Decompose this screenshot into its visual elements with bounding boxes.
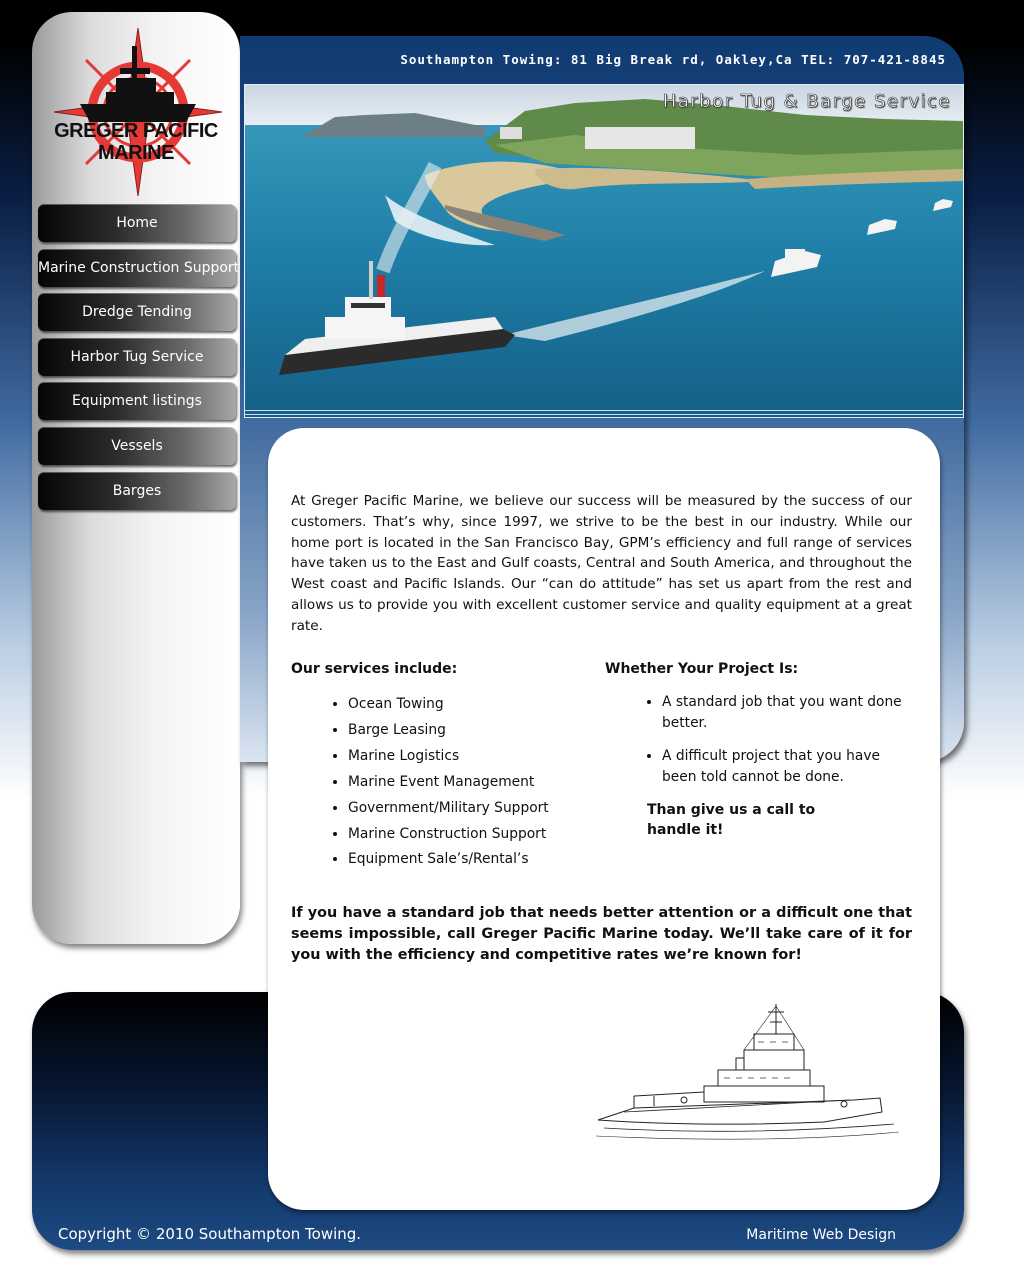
project-list (662, 692, 902, 788)
nav-marine-construction-button[interactable]: Marine Construction Support (38, 249, 236, 287)
tugboat-drawing (594, 1000, 904, 1150)
hero-caption: Harbor Tug & Barge Service (662, 91, 951, 112)
list-item: • Equipment Sale’s/Rental’s (348, 847, 591, 873)
hero-image (244, 84, 964, 418)
list-item: • Ocean Towing (348, 692, 591, 718)
copyright-text: Copyright © 2010 Southampton Towing. (58, 1225, 362, 1243)
services-section (291, 661, 591, 873)
services-list (348, 692, 591, 873)
sidebar (32, 12, 240, 944)
list-item: • A standard job that you want done better. (662, 692, 902, 734)
list-item: • Marine Logistics (348, 744, 591, 770)
nav-barges-button[interactable]: Barges (38, 472, 236, 510)
project-heading: Whether Your Project Is: (605, 661, 799, 677)
web-designer-link[interactable]: Maritime Web Design (746, 1227, 896, 1243)
nav-dredge-tending-button[interactable]: Dredge Tending (38, 293, 236, 331)
nav-harbor-tug-button[interactable]: Harbor Tug Service (38, 338, 236, 376)
harbor-photo-illustration (245, 85, 964, 418)
logo-text-line1: GREGER PACIFIC (54, 120, 218, 142)
contact-address: Southampton Towing: 81 Big Break rd, Oakley,Ca TEL: 707-421-8845 (400, 52, 946, 67)
nav-home-button[interactable]: Home (38, 204, 236, 242)
closing-paragraph: If you have a standard job that needs better attention or a difficult one that seems impossible, call Greger Pacific Marine today. We’ll take care of it for you with the efficiency and competitive rates we’re known for! (291, 905, 912, 963)
intro-paragraph: At Greger Pacific Marine, we believe our success will be measured by the success of our customers. That’s why, since 1997, we strive to be the best in our industry. While our home port is located in the San Francisco Bay, GPM’s efficiency and full range of services have taken us to the East and Gulf coasts, Central and South America, and throughout the West coast and Pacific Islands. Our “can do attitude” has set us apart from the rest and allows us to provide you with excellent customer service and quality equipment at a great rate. (291, 493, 912, 634)
nav-equipment-listings-button[interactable]: Equipment listings (38, 382, 236, 420)
compass-rose-icon (46, 22, 226, 202)
project-section (605, 661, 905, 840)
logo-text-line2: MARINE (98, 142, 174, 164)
main-content (268, 428, 940, 1210)
tugboat-sketch-icon (594, 1000, 904, 1150)
main-nav (38, 204, 240, 516)
services-heading: Our services include: (291, 661, 458, 677)
list-item: • Government/Military Support (348, 796, 591, 822)
list-item: • Marine Construction Support (348, 822, 591, 848)
list-item: • Barge Leasing (348, 718, 591, 744)
hero-divider (244, 414, 964, 415)
list-item: • A difficult project that you have been told cannot be done. (662, 746, 902, 788)
list-item: • Marine Event Management (348, 770, 591, 796)
nav-vessels-button[interactable]: Vessels (38, 427, 236, 465)
hero-divider (244, 410, 964, 411)
call-to-action: Than give us a call to handle it! (647, 802, 816, 838)
company-logo[interactable] (46, 22, 226, 202)
